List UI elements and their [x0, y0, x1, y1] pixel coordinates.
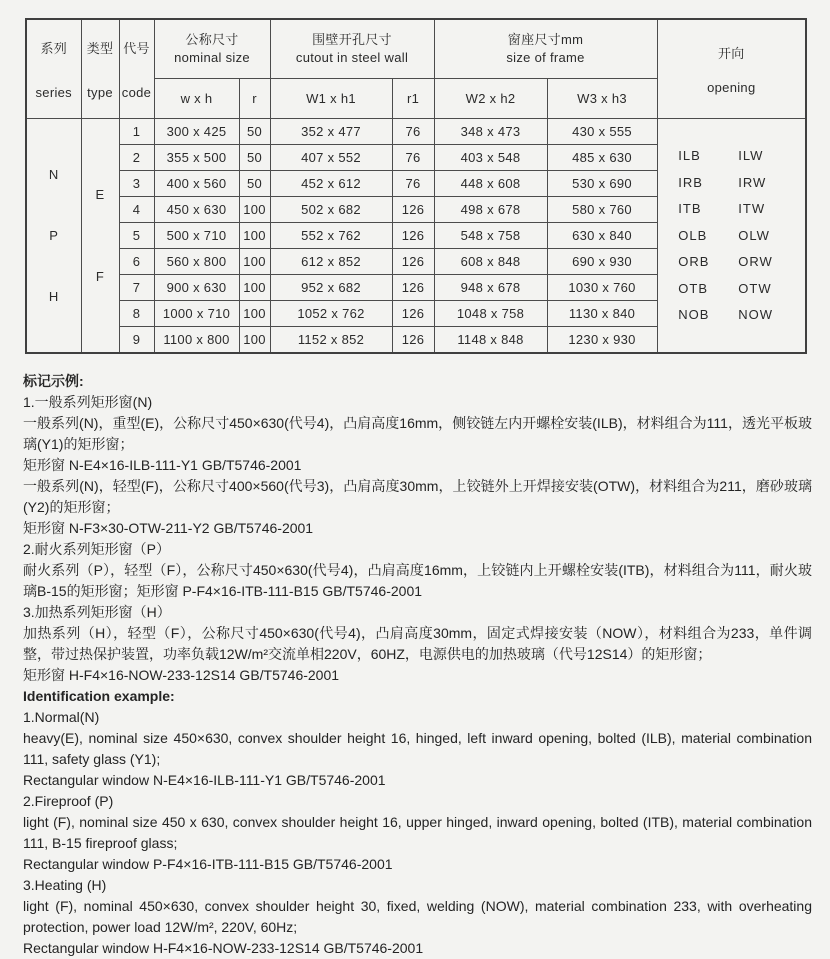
cell-r1: 126 [392, 301, 434, 327]
notes-heading-en: Identification example: [23, 687, 175, 704]
cell-w1h1: 1152 x 852 [270, 327, 392, 353]
note-line: 耐火系列（P），轻型（F），公称尺寸450×630(代号4)，凸肩高度16mm，上铰链内上开螺栓安装(ITB)，材料组合为111，耐火玻璃B-15的矩形窗；矩形窗 P-F4×16-ITB-111-B15 GB/T5746-2001 [23, 561, 812, 599]
col-header-cutout-zh: 围壁开孔尺寸 [312, 32, 392, 48]
note-line: Rectangular window P-F4×16-ITB-111-B15 GB/T5746-2001 [23, 855, 393, 872]
cell-w2h2: 948 x 678 [434, 275, 547, 301]
cell-w1h1: 552 x 762 [270, 223, 392, 249]
note-line: 一般系列(N)，轻型(F)，公称尺寸400×560(代号3)，凸肩高度30mm，上铰链外上开焊接安装(OTW)，材料组合为211，磨砂玻璃(Y2)的矩形窗； [23, 477, 812, 515]
window-dimensions-table [25, 18, 807, 354]
col-header-opening-en: opening [707, 80, 756, 95]
note-line: 3.加热系列矩形窗（H） [23, 603, 171, 620]
col-header-cutout-en: cutout in steel wall [295, 50, 409, 66]
cell-w2h2: 548 x 758 [434, 223, 547, 249]
cell-r: 100 [239, 275, 270, 301]
cell-w2h2: 1148 x 848 [434, 327, 547, 353]
col-header-type [81, 19, 119, 119]
series-value: N [48, 166, 59, 182]
cell-w3h3: 530 x 690 [547, 171, 657, 197]
cell-r: 50 [239, 171, 270, 197]
note-line: Rectangular window N-E4×16-ILB-111-Y1 GB/T5746-2001 [23, 771, 386, 788]
cell-w2h2: 348 x 473 [434, 119, 547, 145]
notes-heading-zh: 标记示例: [23, 372, 84, 389]
opening-code-pair: ITB ITW [678, 201, 766, 217]
note-line: heavy(E), nominal size 450×630, convex shoulder height 16, hinged, left inward opening, bolted (ILB), material combination 111, safety glass (Y1); [23, 729, 812, 767]
cell-r1: 126 [392, 249, 434, 275]
cell-r: 100 [239, 223, 270, 249]
cell-w1h1: 352 x 477 [270, 119, 392, 145]
cell-r1: 126 [392, 275, 434, 301]
cell-code: 8 [119, 301, 154, 327]
cell-r: 100 [239, 249, 270, 275]
opening-code-pair: OTB OTW [678, 280, 772, 296]
cell-r1: 76 [392, 119, 434, 145]
col-header-nominal-size [154, 19, 270, 79]
cell-w3h3: 485 x 630 [547, 145, 657, 171]
col-header-series-zh: 系列 [40, 41, 68, 56]
cell-w1h1: 502 x 682 [270, 197, 392, 223]
cell-wxh: 560 x 800 [154, 249, 239, 275]
opening-code-pair: IRB IRW [678, 174, 767, 190]
type-value: F [95, 268, 105, 284]
col-header-opening-zh: 开向 [717, 46, 745, 61]
cell-r: 50 [239, 145, 270, 171]
cell-wxh: 900 x 630 [154, 275, 239, 301]
note-line: light (F), nominal size 450 x 630, convex shoulder height 16, upper hinged, inward opening, bolted (ITB), material combination 111, B-15 fireproof glass; [23, 813, 812, 851]
cell-r1: 76 [392, 171, 434, 197]
cell-w3h3: 1230 x 930 [547, 327, 657, 353]
cell-wxh: 1000 x 710 [154, 301, 239, 327]
cell-r1: 76 [392, 145, 434, 171]
note-line: 2.Fireproof (P) [23, 792, 114, 809]
cell-code: 2 [119, 145, 154, 171]
note-line: 一般系列(N)，重型(E)，公称尺寸450×630(代号4)，凸肩高度16mm，侧铰链左内开螺栓安装(ILB)，材料组合为111，透光平板玻璃(Y1)的矩形窗； [23, 414, 812, 452]
cell-w1h1: 407 x 552 [270, 145, 392, 171]
note-line: 1.Normal(N) [23, 708, 100, 725]
cell-w2h2: 498 x 678 [434, 197, 547, 223]
opening-code-pair: ORB ORW [678, 254, 773, 270]
col-header-code-zh: 代号 [123, 41, 150, 56]
cell-code: 7 [119, 275, 154, 301]
cell-r1: 126 [392, 327, 434, 353]
col-header-series-en: series [35, 85, 72, 100]
subheader-wxh: w x h [154, 79, 239, 119]
cell-r: 100 [239, 327, 270, 353]
cell-wxh: 450 x 630 [154, 197, 239, 223]
notes-section [23, 371, 812, 959]
cell-w2h2: 403 x 548 [434, 145, 547, 171]
cell-w3h3: 430 x 555 [547, 119, 657, 145]
cell-w2h2: 448 x 608 [434, 171, 547, 197]
cell-wxh: 1100 x 800 [154, 327, 239, 353]
col-header-code [119, 19, 154, 119]
cell-w1h1: 1052 x 762 [270, 301, 392, 327]
cell-w2h2: 1048 x 758 [434, 301, 547, 327]
subheader-r: r [239, 79, 270, 119]
series-value: H [48, 289, 59, 304]
cell-r: 100 [239, 197, 270, 223]
col-header-frame-en: size of frame [506, 50, 585, 66]
cell-code: 4 [119, 197, 154, 223]
note-line: light (F), nominal 450×630, convex shoulder height 30, fixed, welding (NOW), material combination 233, with overheating protection, power load 12W/m², 220V, 60Hz; [23, 897, 812, 935]
cell-code: 9 [119, 327, 154, 353]
series-values-cell [26, 119, 81, 353]
col-header-cutout [270, 19, 434, 79]
opening-code-pair: OLB OLW [678, 227, 770, 243]
note-line: Rectangular window H-F4×16-NOW-233-12S14 GB/T5746-2001 [23, 939, 424, 956]
cell-w3h3: 1130 x 840 [547, 301, 657, 327]
cell-code: 6 [119, 249, 154, 275]
opening-code-pair: NOB NOW [678, 307, 774, 323]
document-page [0, 18, 830, 958]
cell-w2h2: 608 x 848 [434, 249, 547, 275]
col-header-nominal-en: nominal size [174, 50, 250, 66]
subheader-w3h3: W3 x h3 [547, 79, 657, 119]
note-line: 3.Heating (H) [23, 876, 107, 893]
type-value: E [95, 186, 105, 202]
cell-wxh: 500 x 710 [154, 223, 239, 249]
cell-code: 5 [119, 223, 154, 249]
type-values-cell [81, 119, 119, 353]
cell-r: 100 [239, 301, 270, 327]
note-line: 1.一般系列矩形窗(N) [23, 393, 153, 410]
cell-wxh: 355 x 500 [154, 145, 239, 171]
note-line: 加热系列（H），轻型（F），公称尺寸450×630(代号4)，凸肩高度30mm，固定式焊接安装（NOW），材料组合为233，单件调整，带过热保护装置，功率负载12W/m²交流单相220V，60HZ，电源供电的加热玻璃（代号12S14）的矩形窗； [23, 624, 812, 662]
cell-w1h1: 612 x 852 [270, 249, 392, 275]
cell-wxh: 400 x 560 [154, 171, 239, 197]
cell-wxh: 300 x 425 [154, 119, 239, 145]
opening-codes-cell [657, 119, 806, 353]
cell-r: 50 [239, 119, 270, 145]
col-header-opening [657, 19, 806, 119]
subheader-w1h1: W1 x h1 [270, 79, 392, 119]
col-header-code-en: code [121, 85, 152, 100]
col-header-type-zh: 类型 [86, 41, 114, 56]
col-header-frame-size [434, 19, 657, 79]
cell-code: 1 [119, 119, 154, 145]
cell-w1h1: 952 x 682 [270, 275, 392, 301]
cell-w3h3: 690 x 930 [547, 249, 657, 275]
cell-code: 3 [119, 171, 154, 197]
cell-r1: 126 [392, 197, 434, 223]
col-header-nominal-zh: 公称尺寸 [185, 32, 239, 48]
cell-w3h3: 630 x 840 [547, 223, 657, 249]
cell-r1: 126 [392, 223, 434, 249]
note-line: 2.耐火系列矩形窗（P） [23, 540, 171, 557]
table-row [26, 119, 806, 145]
subheader-r1: r1 [392, 79, 434, 119]
col-header-series [26, 19, 81, 119]
note-line: 矩形窗 H-F4×16-NOW-233-12S14 GB/T5746-2001 [23, 666, 340, 683]
series-value: P [49, 227, 59, 243]
note-line: 矩形窗 N-F3×30-OTW-211-Y2 GB/T5746-2001 [23, 519, 314, 536]
col-header-type-en: type [87, 85, 113, 100]
col-header-frame-zh: 窗座尺寸mm [507, 32, 584, 48]
note-line: 矩形窗 N-E4×16-ILB-111-Y1 GB/T5746-2001 [23, 456, 302, 473]
cell-w3h3: 1030 x 760 [547, 275, 657, 301]
opening-code-pair: ILB ILW [678, 148, 764, 164]
subheader-w2h2: W2 x h2 [434, 79, 547, 119]
cell-w1h1: 452 x 612 [270, 171, 392, 197]
cell-w3h3: 580 x 760 [547, 197, 657, 223]
